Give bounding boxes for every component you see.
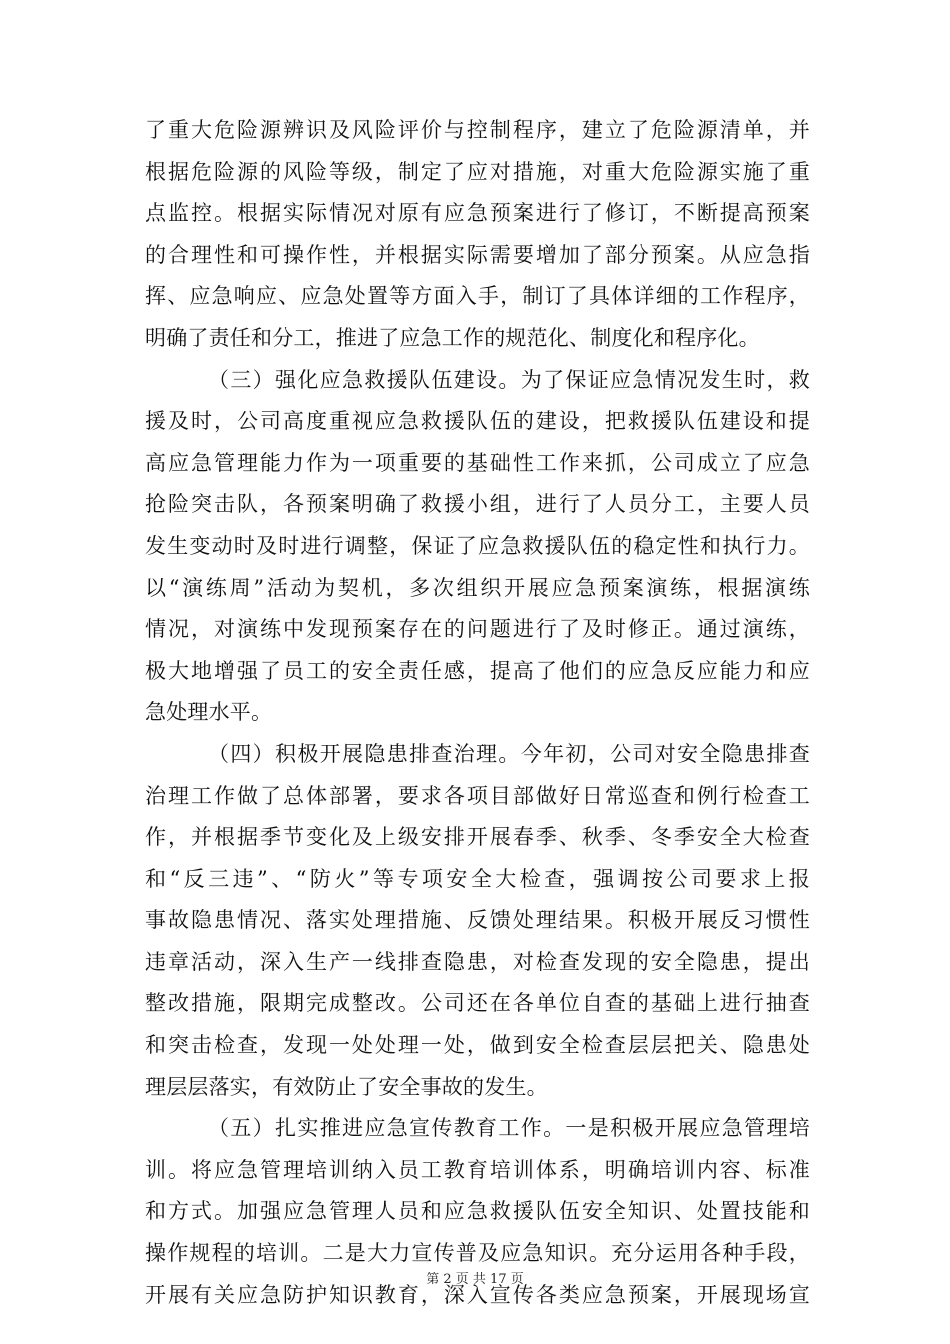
text-line: 开展有关应急防护知识教育，深入宣传各类应急预案，开展现场宣 bbox=[145, 1282, 810, 1307]
text-line: 理层层落实，有效防止了安全事故的发生。 bbox=[145, 1074, 548, 1099]
text-line: 根据危险源的风险等级，制定了应对措施，对重大危险源实施了重 bbox=[145, 159, 810, 184]
body-text bbox=[145, 110, 810, 1316]
text-line: 发生变动时及时进行调整，保证了应急救援队伍的稳定性和执行力。 bbox=[145, 533, 810, 558]
text-line: 极大地增强了员工的安全责任感，提高了他们的应急反应能力和应 bbox=[145, 658, 810, 683]
text-line: 操作规程的培训。二是大力宣传普及应急知识。充分运用各种手段， bbox=[145, 1241, 810, 1266]
text-line: 高应急管理能力作为一项重要的基础性工作来抓，公司成立了应急 bbox=[145, 450, 810, 475]
text-line: 抢险突击队，各预案明确了救援小组，进行了人员分工，主要人员 bbox=[145, 492, 810, 517]
paragraph-heading-line: （四）积极开展隐患排查治理。今年初，公司对安全隐患排查 bbox=[208, 741, 810, 766]
text-line: 整改措施，限期完成整改。公司还在各单位自查的基础上进行抽查 bbox=[145, 991, 810, 1016]
text-line: 情况，对演练中发现预案存在的问题进行了及时修正。通过演练， bbox=[145, 617, 810, 642]
text-line: 点监控。根据实际情况对原有应急预案进行了修订，不断提高预案 bbox=[145, 201, 810, 226]
text-line: 事故隐患情况、落实处理措施、反馈处理结果。积极开展反习惯性 bbox=[145, 908, 810, 933]
text-line: 急处理水平。 bbox=[145, 700, 273, 725]
text-line: 治理工作做了总体部署，要求各项目部做好日常巡查和例行检查工 bbox=[145, 783, 810, 808]
text-line: 和突击检查，发现一处处理一处，做到安全检查层层把关、隐患处 bbox=[145, 1033, 810, 1058]
text-line: 的合理性和可操作性，并根据实际需要增加了部分预案。从应急指 bbox=[145, 242, 810, 267]
text-line: 和方式。加强应急管理人员和应急救援队伍安全知识、处置技能和 bbox=[145, 1199, 810, 1224]
text-line: 了重大危险源辨识及风险评价与控制程序，建立了危险源清单，并 bbox=[145, 118, 810, 142]
text-line: 明确了责任和分工，推进了应急工作的规范化、制度化和程序化。 bbox=[145, 325, 760, 350]
paragraph-heading-line: （三）强化应急救援队伍建设。为了保证应急情况发生时，救 bbox=[208, 367, 810, 392]
page-number: 第 2 页 共 17 页 bbox=[426, 1272, 524, 1287]
text-line: 和“反三违”、“防火”等专项安全大检查，强调按公司要求上报 bbox=[145, 866, 810, 891]
text-line: 违章活动，深入生产一线排查隐患，对检查发现的安全隐患，提出 bbox=[145, 949, 810, 974]
text-line: 援及时，公司高度重视应急救援队伍的建设，把救援队伍建设和提 bbox=[145, 409, 810, 434]
paragraph-heading-line: （五）扎实推进应急宣传教育工作。一是积极开展应急管理培 bbox=[208, 1116, 810, 1141]
text-line: 挥、应急响应、应急处置等方面入手，制订了具体详细的工作程序， bbox=[145, 284, 810, 309]
text-line: 训。将应急管理培训纳入员工教育培训体系，明确培训内容、标准 bbox=[145, 1157, 810, 1182]
text-line: 以“演练周”活动为契机，多次组织开展应急预案演练，根据演练 bbox=[145, 575, 810, 600]
page-footer bbox=[0, 1268, 950, 1287]
text-line: 作，并根据季节变化及上级安排开展春季、秋季、冬季安全大检查 bbox=[145, 825, 810, 850]
